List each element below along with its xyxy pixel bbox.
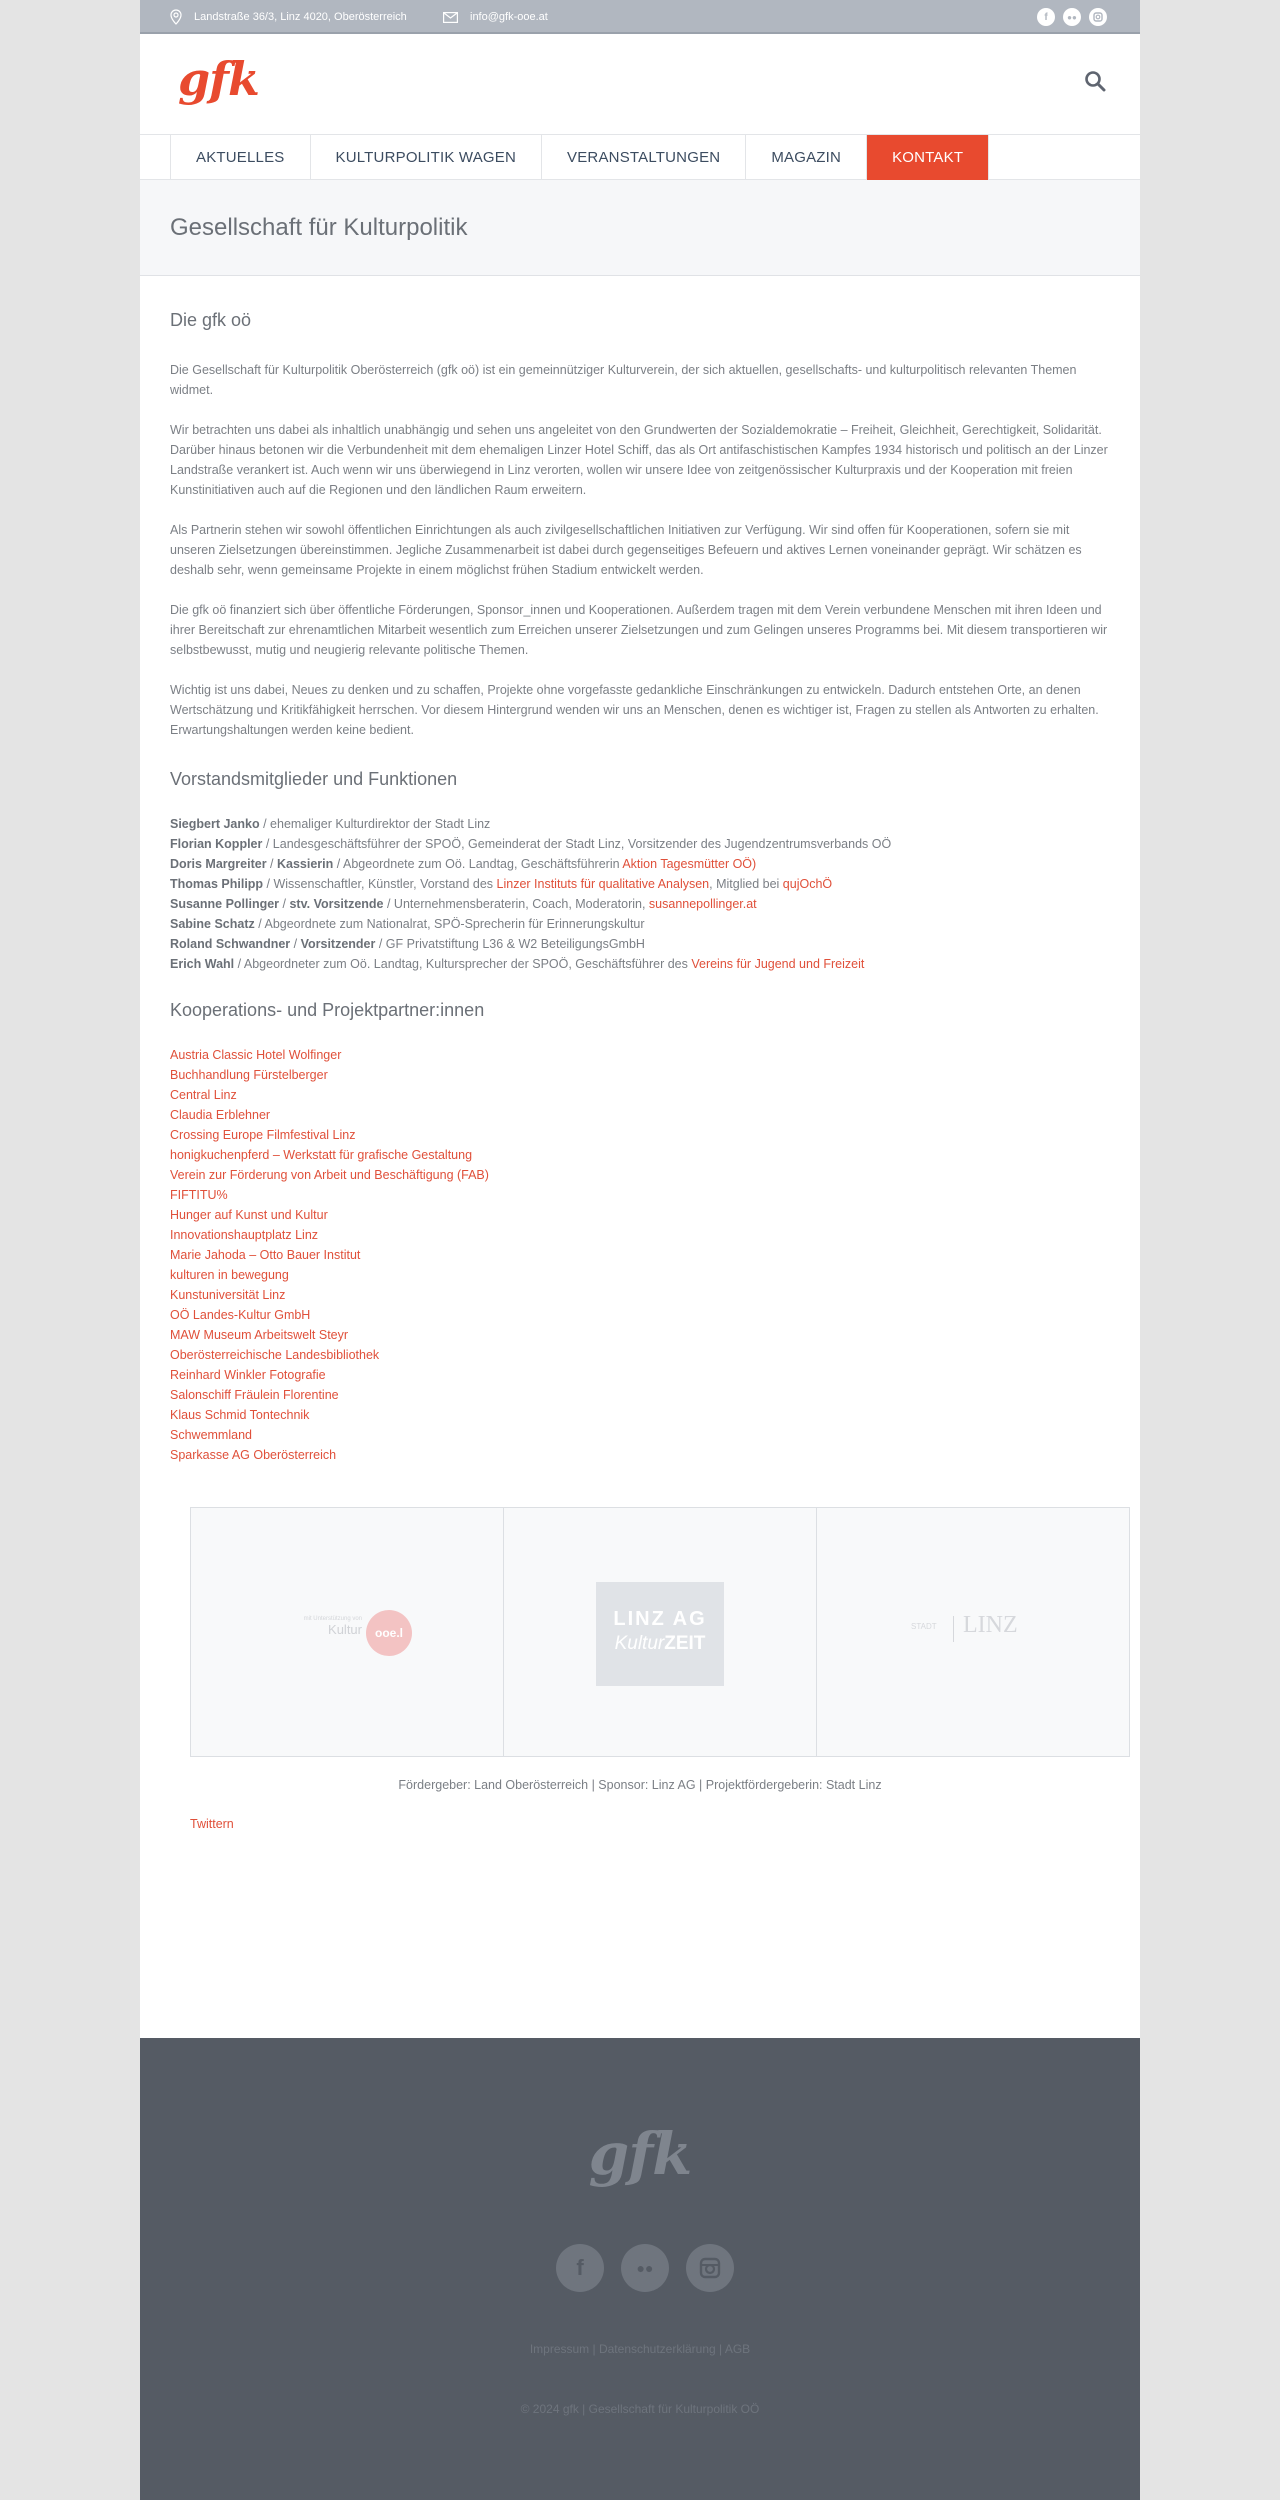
partner-link[interactable]: Oberösterreichische Landesbibliothek: [170, 1348, 380, 1362]
sponsor-logo-stadt-linz[interactable]: STADT LINZ: [817, 1508, 1129, 1756]
footer-link-agb[interactable]: AGB: [724, 2342, 751, 2356]
about-paragraph: Wir betrachten uns dabei als inhaltlich unabhängig und sehen uns angeleitet von den Grundwerten der Sozialdemokratie – Freiheit, Gleichheit, Gerechtigkeit, Solidarität. Darüber hinaus betonen wir die Verbundenheit mit dem ehemaligen Linzer Hotel Schiff, das als Ort antifaschistischen Kampfes 1934 historisch und politisch an der Linzer Landstraße verankert ist. Auch wenn wir uns überwiegend in Linz verorten, wollen wir unsere Idee von zeitgenössischer Kulturpraxis und der Kooperation mit freien Kunstinitiativen auch auf die Regionen und den ländlichen Raum erweitern.: [170, 423, 1108, 497]
partners-heading: Kooperations- und Projektpartner:innen: [170, 1000, 485, 1020]
partner-link[interactable]: Innovationshauptplatz Linz: [170, 1228, 319, 1242]
email-link[interactable]: [443, 0, 548, 34]
nav-item-magazin[interactable]: MAGAZIN: [746, 135, 867, 180]
search-icon[interactable]: [1084, 70, 1106, 97]
board-member: Susanne Pollinger / stv. Vorsitzende / Unternehmensberaterin, Coach, Moderatorin, susannepollinger.at: [170, 897, 757, 911]
email-text: info@gfk-ooe.at: [470, 11, 548, 23]
about-paragraph: Die Gesellschaft für Kulturpolitik Oberösterreich (gfk oö) ist ein gemeinnütziger Kulturverein, der sich aktuellen, gesellschafts- und kulturpolitisch relevanten Themen widmet.: [170, 363, 1077, 397]
board-member: Siegbert Janko / ehemaliger Kulturdirektor der Stadt Linz: [170, 817, 491, 831]
partner-link[interactable]: Schwemmland: [170, 1428, 252, 1442]
facebook-icon[interactable]: f: [556, 2244, 604, 2292]
page-title: Gesellschaft für Kulturpolitik: [170, 214, 468, 241]
board-member-link[interactable]: susannepollinger.at: [648, 897, 757, 911]
board-member: Florian Koppler / Landesgeschäftsführer der SPOÖ, Gemeinderat der Stadt Linz, Vorsitzender des Jugendzentrumsverbands OÖ: [170, 837, 892, 851]
location-pin-icon: [170, 9, 182, 25]
footer-link-datenschutz[interactable]: Datenschutzerklärung: [598, 2342, 716, 2356]
instagram-icon[interactable]: [1089, 8, 1107, 26]
board-member: Thomas Philipp / Wissenschaftler, Künstler, Vorstand des Linzer Instituts für qualitative Analysen, Mitglied bei qujOchÖ: [170, 877, 833, 891]
instagram-icon[interactable]: [686, 2244, 734, 2292]
board-member: Sabine Schatz / Abgeordnete zum Nationalrat, SPÖ-Sprecherin für Erinnerungskultur: [170, 917, 645, 931]
page-wrapper: [140, 0, 1140, 2500]
footer-link-impressum[interactable]: Impressum: [529, 2342, 590, 2356]
partner-link[interactable]: Marie Jahoda – Otto Bauer Institut: [170, 1248, 361, 1262]
site-logo[interactable]: gfk: [178, 52, 259, 106]
about-heading: Die gfk oö: [170, 310, 252, 330]
partner-link[interactable]: Claudia Erblehner: [170, 1108, 271, 1122]
partner-link[interactable]: Central Linz: [170, 1088, 237, 1102]
about-paragraph: Als Partnerin stehen wir sowohl öffentlichen Einrichtungen als auch zivilgesellschaftlichen Initiativen zur Verfügung. Wir sind offen für Kooperationen, sofern sie mit unseren Zielsetzungen übereinstimmen. Jegliche Zusammenarbeit ist dabei durch gegenseitiges Befeuern und aktives Lernen voneinander geprägt. Wir schätzen es deshalb sehr, wenn gemeinsame Projekte in einem möglichst frühen Stadium entwickelt werden.: [170, 523, 1082, 577]
twitter-share-link[interactable]: Twittern: [190, 1817, 234, 1831]
partner-link[interactable]: FIFTITU%: [170, 1188, 228, 1202]
partner-link[interactable]: Sparkasse AG Oberösterreich: [170, 1448, 337, 1462]
partner-link[interactable]: Hunger auf Kunst und Kultur: [170, 1208, 328, 1222]
nav-item-veranstaltungen[interactable]: VERANSTALTUNGEN: [542, 135, 746, 180]
partner-link[interactable]: Buchhandlung Fürstelberger: [170, 1068, 328, 1082]
envelope-icon: [443, 12, 458, 23]
main-content: [170, 310, 1115, 1465]
partner-link[interactable]: Reinhard Winkler Fotografie: [170, 1368, 326, 1382]
main-navigation: [140, 134, 1140, 180]
sponsor-caption: Fördergeber: Land Oberösterreich | Sponsor: Linz AG | Projektfördergeberin: Stadt Linz: [398, 1778, 882, 1792]
partner-link[interactable]: Austria Classic Hotel Wolfinger: [170, 1048, 342, 1062]
partner-link[interactable]: Verein zur Förderung von Arbeit und Beschäftigung (FAB): [170, 1168, 489, 1182]
page-title-band: [140, 180, 1140, 276]
sponsor-logo-linz-ag[interactable]: LINZ AG KulturZEIT: [504, 1508, 817, 1756]
address-info: [170, 0, 407, 34]
about-paragraph: Wichtig ist uns dabei, Neues zu denken und zu schaffen, Projekte ohne vorgefasste gedankliche Einschränkungen zu entwickeln. Dadurch entstehen Orte, an denen Wertschätzung und Kritikfähigkeit herrschen. Vor diesem Hintergrund wenden wir uns an Menschen, denen es wichtiger ist, Fragen zu stellen als Antworten zu erhalten. Erwartungshaltungen werden keine bedient.: [170, 683, 1099, 737]
nav-item-kontakt[interactable]: KONTAKT: [867, 135, 989, 180]
board-member: Erich Wahl / Abgeordneter zum Oö. Landtag, Kultursprecher der SPOÖ, Geschäftsführer des Vereins für Jugend und Freizeit: [170, 957, 865, 971]
flickr-icon[interactable]: ●●: [621, 2244, 669, 2292]
partner-link[interactable]: Crossing Europe Filmfestival Linz: [170, 1128, 356, 1142]
facebook-icon[interactable]: f: [1037, 8, 1055, 26]
board-member-link[interactable]: Linzer Instituts für qualitative Analysen: [496, 877, 710, 891]
partner-link[interactable]: honigkuchenpferd – Werkstatt für grafische Gestaltung: [170, 1148, 473, 1162]
partner-link[interactable]: OÖ Landes-Kultur GmbH: [170, 1308, 311, 1322]
board-member-link[interactable]: Aktion Tagesmütter OÖ): [622, 857, 757, 871]
footer-logo[interactable]: gfk: [588, 2120, 692, 2188]
address-text: Landstraße 36/3, Linz 4020, Oberösterreich: [194, 11, 407, 23]
partner-link[interactable]: Kunstuniversität Linz: [170, 1288, 286, 1302]
partner-link[interactable]: MAW Museum Arbeitswelt Steyr: [170, 1328, 349, 1342]
site-header: [140, 34, 1140, 134]
copyright: © 2024 gfk | Gesellschaft für Kulturpolitik OÖ: [520, 2402, 760, 2416]
flickr-icon[interactable]: ●●: [1063, 8, 1081, 26]
board-member-link[interactable]: qujOchÖ: [782, 877, 833, 891]
sponsor-logo-land-ooe[interactable]: mit Unterstützung von Kultur ooe.l: [191, 1508, 504, 1756]
board-heading: Vorstandsmitglieder und Funktionen: [170, 769, 458, 789]
nav-item-aktuelles[interactable]: AKTUELLES: [171, 135, 311, 180]
partner-list: [170, 1045, 1115, 1465]
top-bar: [140, 0, 1140, 34]
board-member-link[interactable]: Vereins für Jugend und Freizeit: [691, 957, 865, 971]
ooe-badge: ooe.l: [366, 1610, 412, 1656]
sponsor-logos: [190, 1507, 1130, 1757]
partner-link[interactable]: Salonschiff Fräulein Florentine: [170, 1388, 339, 1402]
site-footer: [140, 2038, 1140, 2500]
footer-links: Impressum | Datenschutzerklärung | AGB: [529, 2342, 751, 2356]
about-paragraph: Die gfk oö finanziert sich über öffentliche Förderungen, Sponsor_innen und Kooperationen. Außerdem tragen mit dem Verein verbundene Menschen mit ihren Ideen und ihrer Bereitschaft zur ehrenamtlichen Mitarbeit wesentlich zum Erreichen unserer Zielsetzungen und zum Gelingen unseres Programms bei. Mit diesem transportieren wir selbstbewusst, mutig und neugierig relevante politische Themen.: [170, 603, 1108, 657]
board-member: Roland Schwandner / Vorsitzender / GF Privatstiftung L36 & W2 BeteiligungsGmbH: [170, 937, 645, 951]
board-member: Doris Margreiter / Kassierin / Abgeordnete zum Oö. Landtag, Geschäftsführerin Aktion Tagesmütter OÖ): [170, 857, 757, 871]
nav-item-kulturpolitik-wagen[interactable]: KULTURPOLITIK WAGEN: [311, 135, 543, 180]
partner-link[interactable]: Klaus Schmid Tontechnik: [170, 1408, 310, 1422]
partner-link[interactable]: kulturen in bewegung: [170, 1268, 289, 1282]
